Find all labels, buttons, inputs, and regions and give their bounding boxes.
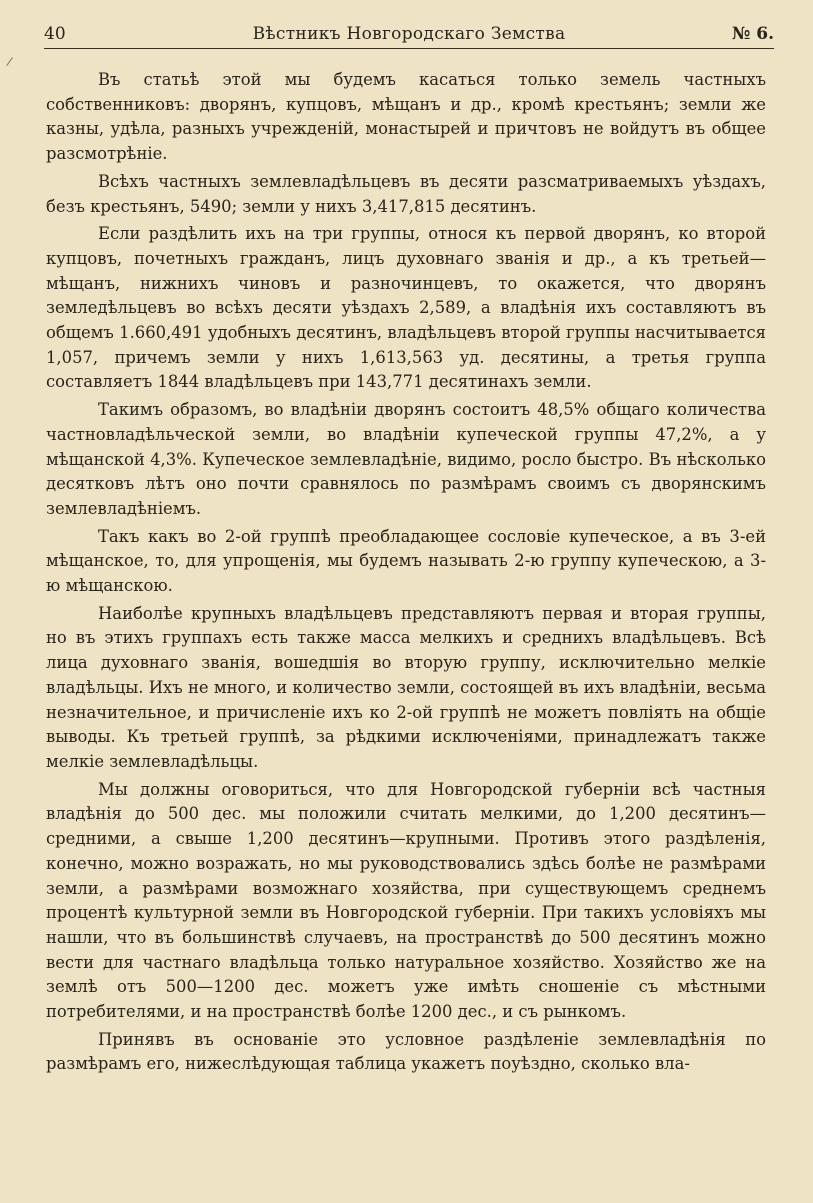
paragraph: Если раздѣлить ихъ на три группы, относя къ первой дворянъ, ко второй купцовъ, почетныхъ гражданъ, лицъ духовнаго званія и др., а къ третьей—мѣщанъ, нижнихъ чиновъ и разночинцевъ, то окажется, что дворянъ земледѣльцевъ во всѣхъ десяти уѣздахъ 2,589, а владѣнія ихъ составляютъ въ общемъ 1.660,491 удобныхъ десятинъ, владѣльцевъ второй группы насчитывается 1,057, причемъ земли у нихъ 1,613,563 уд. десятины, а третья группа составляетъ 1844 владѣльцевъ при 143,771 десятинахъ земли. [46,224,766,392]
paragraph: Мы должны оговориться, что для Новгородской губерніи всѣ частныя владѣнія до 500 дес. мы положили считать мелкими, до 1,200 десятинъ—средними, а свыше 1,200 десятинъ—крупными. Противъ этого раздѣленія, конечно, можно возражать, но мы руководствовались здѣсь болѣе не размѣрами земли, а размѣрами возможнаго хозяйства, при существующемъ среднемъ процентѣ культурной земли въ Новгородской губерніи. При такихъ условіяхъ мы нашли, что въ большинствѣ случаевъ, на пространствѣ до 500 десятинъ можно вести для частнаго владѣльца только натуральное хозяйство. Хозяйство же на землѣ отъ 500—1200 дес. можетъ уже имѣть сношеніе съ мѣстными потребителями, и на пространствѣ болѣе 1200 дес., и съ рынкомъ. [46,779,766,1022]
issue-number: № 6. [731,24,774,44]
paragraph: Принявъ въ основаніе это условное раздѣленіе землевладѣнія по размѣрамъ его, нижеслѣдующая таблица укажетъ поуѣздно, сколько вла- [46,1029,766,1074]
margin-pencil-mark [6,57,22,73]
body-text [46,68,766,1080]
paragraph: Такимъ образомъ, во владѣніи дворянъ состоитъ 48,5% общаго количества частновладѣльческой земли, во владѣніи купеческой группы 47,2%, а у мѣщанской 4,3%. Купеческое землевладѣніе, видимо, росло быстро. Въ нѣсколько десятковъ лѣтъ оно почти сравнялось по размѣрамъ своимъ съ дворянскимъ землевладѣніемъ. [46,400,766,518]
paragraph: Всѣхъ частныхъ землевладѣльцевъ въ десяти разсматриваемыхъ уѣздахъ, безъ крестьянъ, 5490; земли у нихъ 3,417,815 десятинъ. [46,171,766,216]
page-number: 40 [44,24,66,44]
paragraph: Наиболѣе крупныхъ владѣльцевъ представляютъ первая и вторая группы, но въ этихъ группахъ есть также масса мелкихъ и среднихъ владѣльцевъ. Всѣ лица духовнаго званія, вошедшія во вторую группу, исключительно мелкіе владѣльцы. Ихъ не много, и количество земли, состоящей въ ихъ владѣніи, весьма незначительное, и причисленіе ихъ ко 2-ой группѣ не можетъ повліять на общіе выводы. Къ третьей группѣ, за рѣдкими исключеніями, принадлежатъ также мелкіе землевладѣльцы. [46,603,766,771]
running-header [44,22,774,49]
paragraph: Въ статьѣ этой мы будемъ касаться только земель частныхъ собственниковъ: дворянъ, купцовъ, мѣщанъ и др., кромѣ крестьянъ; земли же казны, удѣла, разныхъ учрежденій, монастырей и причтовъ не войдутъ въ общее разсмотрѣніе. [46,70,766,164]
journal-title: Вѣстникъ Новгородскаго Земства [252,24,566,44]
paragraph: Такъ какъ во 2-ой группѣ преобладающее сословіе купеческое, а въ 3-ей мѣщанское, то, для упрощенія, мы будемъ называть 2-ю группу купеческою, а 3-ю мѣщанскою. [46,526,766,596]
